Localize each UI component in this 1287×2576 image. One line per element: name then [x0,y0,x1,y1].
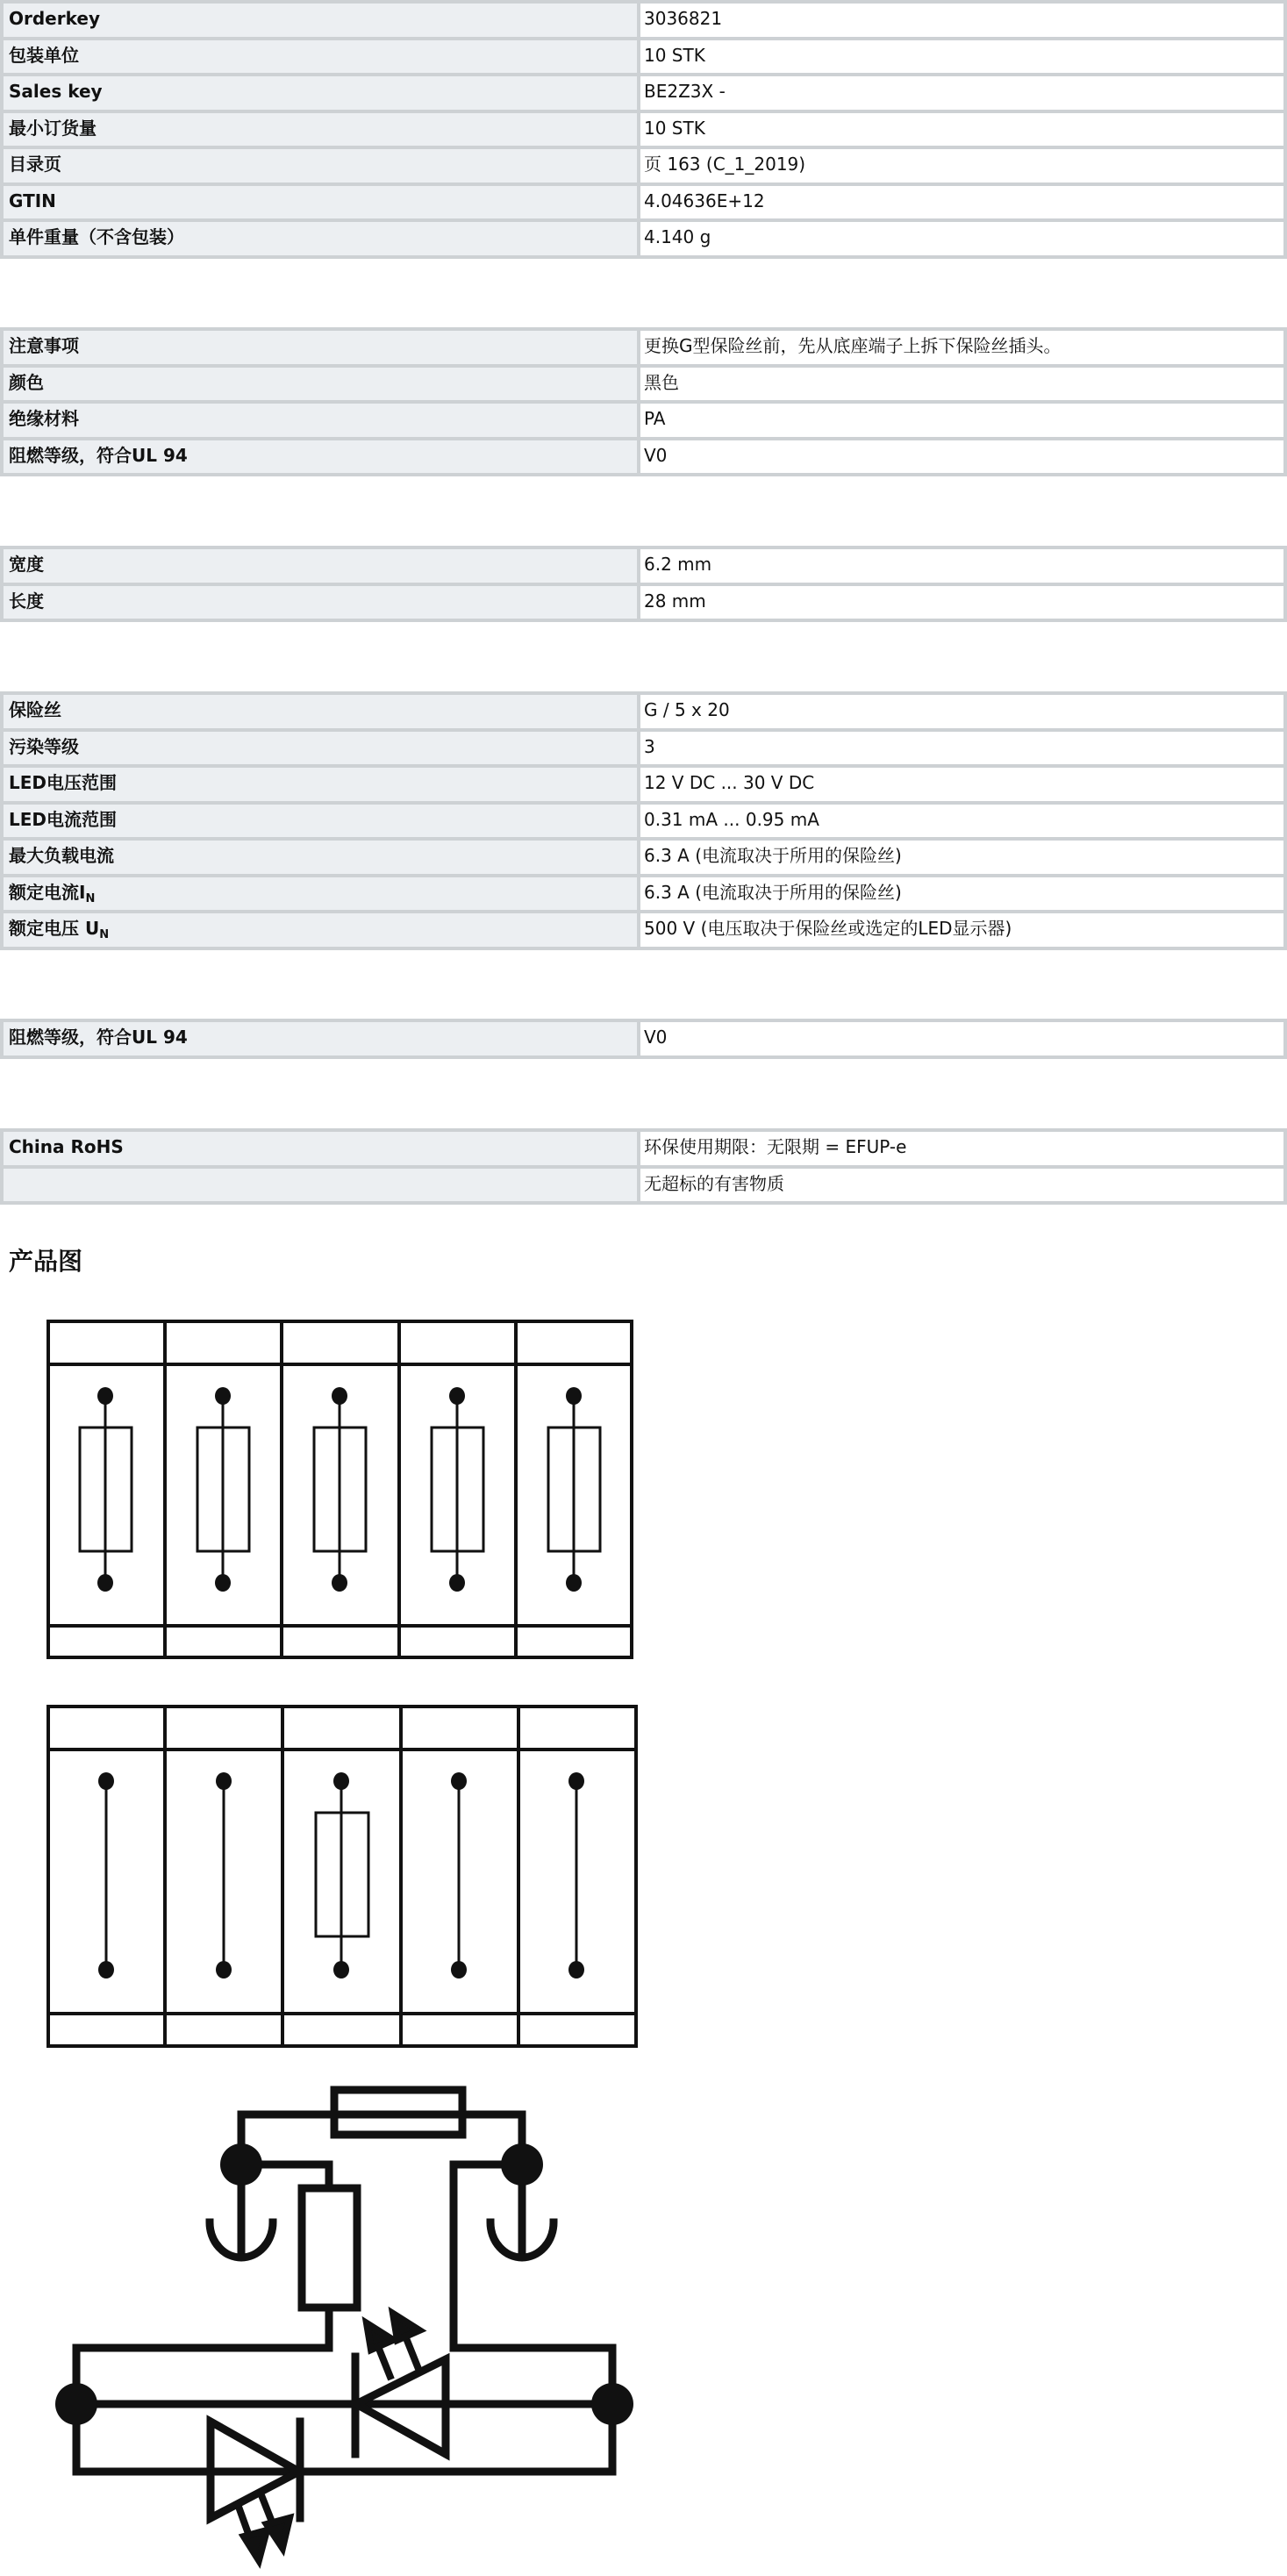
table-row [4,368,1283,401]
row-label: 长度 [4,586,637,619]
table-row [4,113,1283,147]
spec-table-material [0,327,1287,476]
table-row [4,440,1283,474]
table-row [4,841,1283,874]
circuit-schematic [0,2071,667,2576]
table-row [4,732,1283,765]
row-value: V0 [640,1022,1283,1055]
table-row [4,331,1283,364]
row-value: 6.2 mm [640,549,1283,583]
row-value: 6.3 A (电流取决于所用的保险丝) [640,877,1283,911]
row-value: 更换G型保险丝前，先从底座端子上拆下保险丝插头。 [640,331,1283,364]
row-label: 污染等级 [4,732,637,765]
row-label: Sales key [4,76,637,110]
junction-dot [591,2383,633,2425]
row-label: 目录页 [4,149,637,182]
table-row [4,768,1283,801]
label-text: 额定电流I [9,881,86,903]
table-row [4,877,1283,911]
table-row [4,805,1283,838]
fuse-icon [80,1396,600,1583]
row-value: 28 mm [640,586,1283,619]
junction-dot [501,2143,543,2186]
table-row [4,1169,1283,1202]
table-row [4,586,1283,619]
terminal-block-diagram-1 [0,1312,667,1671]
row-label: 注意事项 [4,331,637,364]
row-value: 4.140 g [640,222,1283,255]
row-value: V0 [640,440,1283,474]
row-label: 最大负载电流 [4,841,637,874]
table-row [4,76,1283,110]
row-value: 页 163 (C_1_2019) [640,149,1283,182]
row-label: 最小订货量 [4,113,637,147]
row-value: 10 STK [640,113,1283,147]
spec-table-general [0,0,1287,259]
row-label: 保险丝 [4,695,637,728]
row-value: 3 [640,732,1283,765]
row-value: 12 V DC ... 30 V DC [640,768,1283,801]
row-label [4,913,637,947]
row-label: LED电流范围 [4,805,637,838]
spec-table-electrical [0,691,1287,950]
row-label: Orderkey [4,4,637,37]
table-row [4,1132,1283,1165]
resistor-icon [302,2188,357,2308]
table-row [4,1022,1283,1055]
row-value: 4.04636E+12 [640,186,1283,219]
row-label: 包装单位 [4,40,637,74]
table-row [4,549,1283,583]
table-row [4,186,1283,219]
row-value: 500 V (电压取决于保险丝或选定的LED显示器) [640,913,1283,947]
table-row [4,404,1283,437]
row-label [4,1169,637,1202]
label-text: 额定电压 U [9,918,100,939]
table-row [4,913,1283,947]
spec-table-rohs [0,1128,1287,1205]
row-label: LED电压范围 [4,768,637,801]
row-value: 3036821 [640,4,1283,37]
spec-table-flammability [0,1019,1287,1059]
row-value: 无超标的有害物质 [640,1169,1283,1202]
junction-dot [55,2383,97,2425]
junction-dot [220,2143,262,2186]
section-title: 产品图 [9,1247,83,1276]
label-subscript: N [85,891,96,905]
row-label: China RoHS [4,1132,637,1165]
row-value: 10 STK [640,40,1283,74]
row-label: 绝缘材料 [4,404,637,437]
row-value: 0.31 mA ... 0.95 mA [640,805,1283,838]
row-value: PA [640,404,1283,437]
table-row [4,695,1283,728]
row-label: 颜色 [4,368,637,401]
table-row [4,40,1283,74]
row-label: 阻燃等级，符合UL 94 [4,1022,637,1055]
terminal-block-diagram-2 [0,1698,667,2057]
table-row [4,222,1283,255]
row-label: 宽度 [4,549,637,583]
row-label: 单件重量（不含包装） [4,222,637,255]
row-label: 阻燃等级，符合UL 94 [4,440,637,474]
row-value: 黑色 [640,368,1283,401]
row-value: 环保使用期限：无限期 = EFUP-e [640,1132,1283,1165]
spec-table-dimensions [0,546,1287,622]
row-value: G / 5 x 20 [640,695,1283,728]
row-value: 6.3 A (电流取决于所用的保险丝) [640,841,1283,874]
row-label [4,877,637,911]
row-label: GTIN [4,186,637,219]
row-value: BE2Z3X - [640,76,1283,110]
label-subscript: N [99,928,110,941]
table-row [4,4,1283,37]
table-row [4,149,1283,182]
